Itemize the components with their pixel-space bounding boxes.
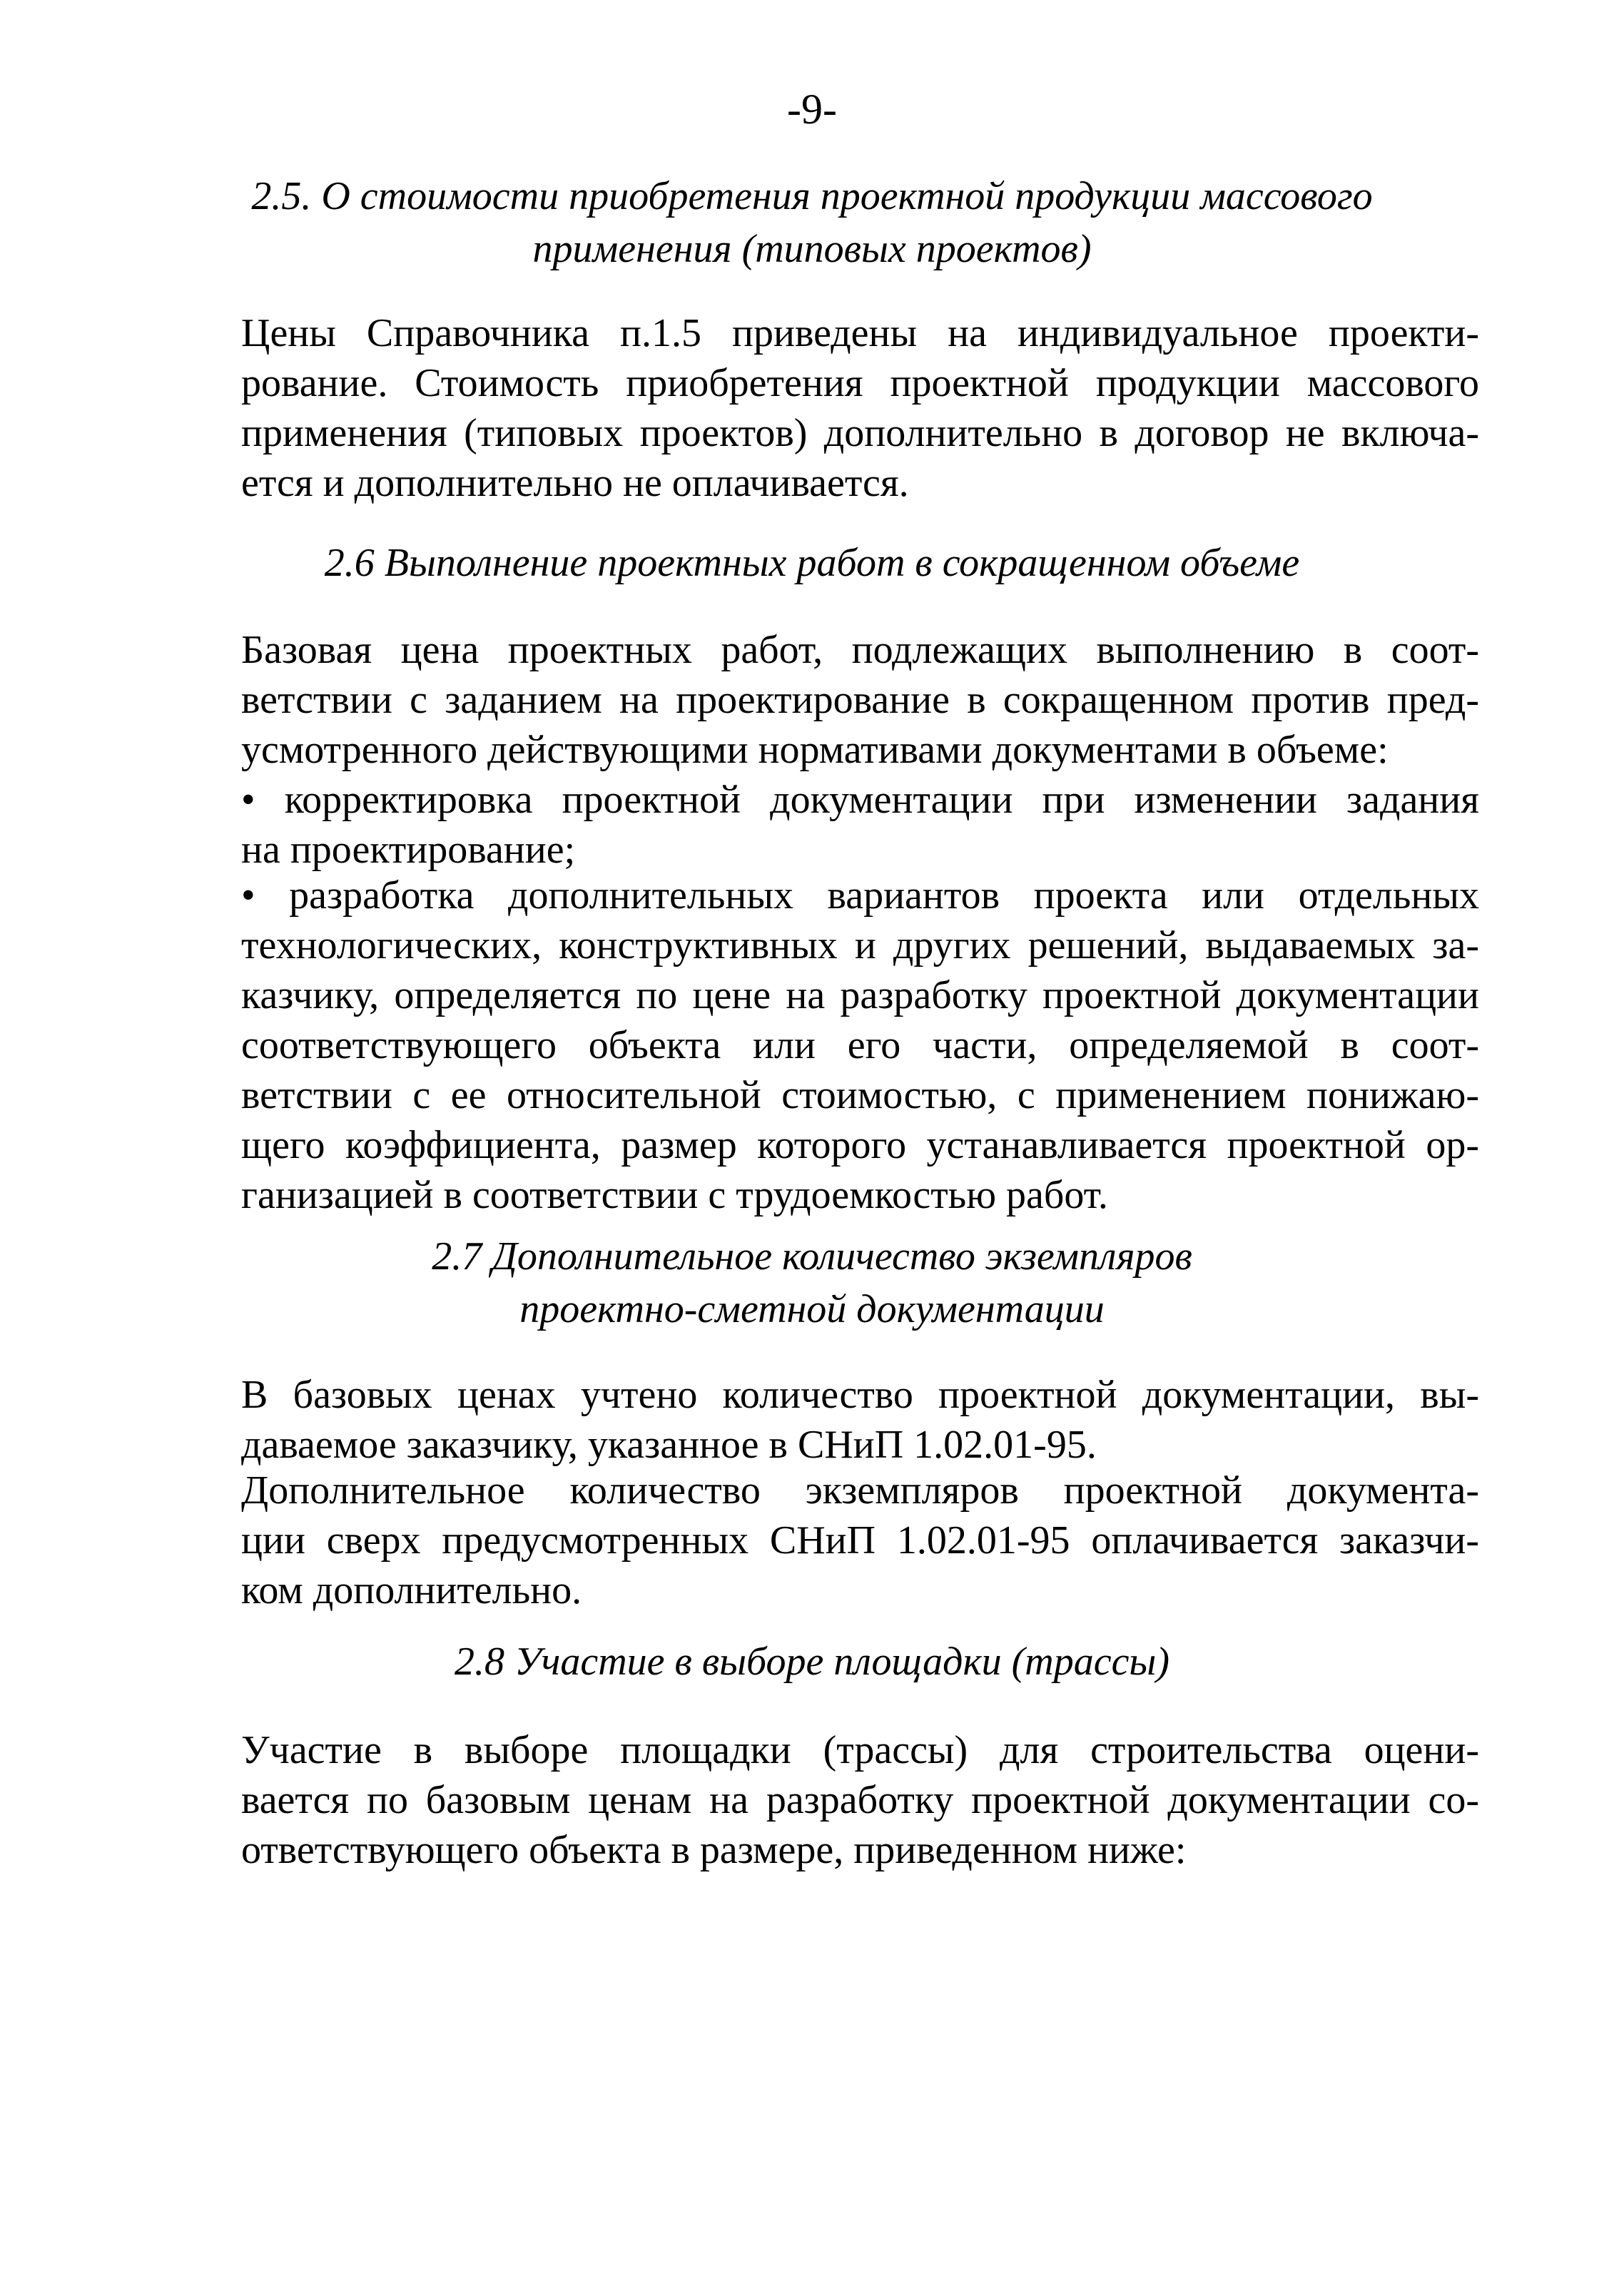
text-line: • разработка дополнительных вариантов проекта или отдельных bbox=[241, 873, 1479, 918]
text-line: Базовая цена проектных работ, подлежащих выполнению в соот- bbox=[241, 628, 1479, 672]
text-line: ется и дополнительно не оплачивается. bbox=[241, 461, 909, 505]
section-2-8-heading bbox=[0, 1635, 1624, 1688]
text-line: Цены Справочника п.1.5 приведены на индивидуальное проекти- bbox=[241, 311, 1479, 355]
heading-line: 2.8 Участие в выборе площадки (трассы) bbox=[454, 1640, 1170, 1684]
text-line: В базовых ценах учтено количество проектной документации, вы- bbox=[241, 1373, 1479, 1417]
section-2-5-heading bbox=[0, 170, 1624, 275]
text-line: ком дополнительно. bbox=[241, 1568, 582, 1612]
text-line: ветствии с заданием на проектирование в сокращенном против пред- bbox=[241, 678, 1479, 722]
bullet-item-1 bbox=[241, 775, 1479, 875]
text-line: • корректировка проектной документации при изменении задания bbox=[241, 778, 1479, 822]
text-line: усмотренного действующими нормативами документами в объеме: bbox=[241, 728, 1389, 772]
text-line: ции сверх предусмотренных СНиП 1.02.01-95 оплачивается заказчи- bbox=[241, 1518, 1479, 1563]
text-line: ветствии с ее относительной стоимостью, с применением понижаю- bbox=[241, 1073, 1479, 1117]
heading-line: применения (типовых проектов) bbox=[532, 227, 1092, 271]
section-2-7-para-2 bbox=[241, 1465, 1479, 1615]
text-line: соответствующего объекта или его части, определяемой в соот- bbox=[241, 1023, 1479, 1067]
text-line: даваемое заказчику, указанное в СНиП 1.02.01-95. bbox=[241, 1423, 1097, 1467]
heading-line: 2.5. О стоимости приобретения проектной продукции массового bbox=[251, 174, 1373, 218]
section-2-5-body bbox=[241, 308, 1479, 508]
text-line: ганизацией в соответствии с трудоемкостью работ. bbox=[241, 1173, 1108, 1217]
section-2-8-body bbox=[241, 1725, 1479, 1875]
heading-line: проектно-сметной документации bbox=[519, 1287, 1105, 1331]
text-line: Участие в выборе площадки (трассы) для строительства оцени- bbox=[241, 1728, 1479, 1772]
text-line: применения (типовых проектов) дополнительно в договор не включа- bbox=[241, 411, 1479, 455]
page-number: -9- bbox=[787, 86, 837, 133]
section-2-6-intro bbox=[241, 625, 1479, 775]
text-line: щего коэффициента, размер которого устанавливается проектной ор- bbox=[241, 1123, 1479, 1167]
text-line: технологических, конструктивных и других решений, выдаваемых за- bbox=[241, 923, 1479, 967]
section-2-7-heading bbox=[0, 1230, 1624, 1336]
section-2-6-heading bbox=[0, 537, 1624, 589]
text-line: казчику, определяется по цене на разработку проектной документации bbox=[241, 973, 1479, 1017]
heading-line: 2.7 Дополнительное количество экземпляров bbox=[432, 1234, 1192, 1279]
text-line: Дополнительное количество экземпляров проектной документа- bbox=[241, 1468, 1479, 1513]
section-2-7-para-1 bbox=[241, 1370, 1479, 1470]
text-line: вается по базовым ценам на разработку проектной документации со- bbox=[241, 1778, 1479, 1822]
text-line: на проектирование; bbox=[241, 828, 576, 872]
heading-line: 2.6 Выполнение проектных работ в сокращенном объеме bbox=[324, 541, 1300, 585]
text-line: ответствующего объекта в размере, приведенном ниже: bbox=[241, 1828, 1187, 1872]
text-line: рование. Стоимость приобретения проектной продукции массового bbox=[241, 361, 1479, 405]
bullet-item-2 bbox=[241, 870, 1479, 1220]
